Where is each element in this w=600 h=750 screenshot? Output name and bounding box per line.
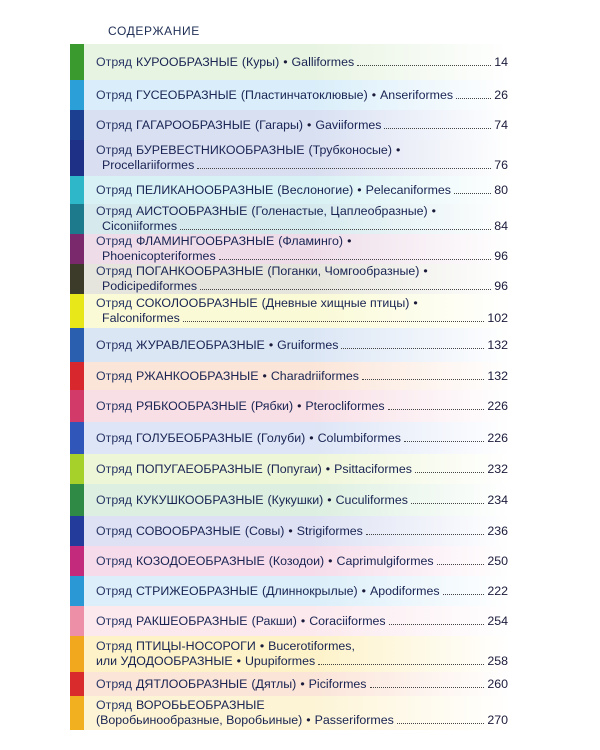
bullet: • bbox=[297, 398, 302, 413]
page-number: 234 bbox=[487, 492, 508, 507]
leader-dots bbox=[456, 98, 491, 99]
bullet: • bbox=[236, 654, 241, 668]
entry-line bbox=[96, 234, 508, 249]
leader-dots bbox=[366, 534, 484, 535]
entry-line bbox=[96, 654, 508, 669]
toc-entry[interactable] bbox=[70, 294, 510, 328]
otryad-label: Отряд bbox=[96, 54, 133, 69]
bullet: • bbox=[327, 492, 332, 507]
common-name: (Трубконосые) bbox=[308, 143, 392, 157]
entry-text bbox=[96, 576, 510, 606]
leader-dots bbox=[341, 348, 484, 349]
page-number: 226 bbox=[487, 430, 508, 445]
color-tab bbox=[70, 636, 84, 672]
order-name: ГОЛУБЕОБРАЗНЫЕ bbox=[136, 430, 253, 445]
latin-name: Columbiformes bbox=[317, 430, 401, 445]
toc-entry[interactable] bbox=[70, 516, 510, 546]
common-name: (Фламинго) bbox=[278, 234, 344, 248]
page-number: 80 bbox=[494, 182, 508, 197]
leader-dots bbox=[397, 723, 484, 724]
order-name: КОЗОДОЕОБРАЗНЫЕ bbox=[136, 553, 265, 568]
otryad-label: Отряд bbox=[96, 296, 133, 310]
spacer bbox=[84, 576, 96, 606]
entry-text bbox=[96, 484, 510, 516]
leader-dots bbox=[357, 65, 491, 66]
bullet: • bbox=[288, 523, 293, 538]
spacer bbox=[84, 140, 96, 176]
entry-text bbox=[96, 204, 510, 234]
otryad-label: Отряд bbox=[96, 523, 133, 538]
spacer bbox=[84, 390, 96, 422]
order-name: ВОРОБЬЕОБРАЗНЫЕ bbox=[136, 698, 265, 712]
page-number: 84 bbox=[494, 219, 508, 233]
toc-entry[interactable] bbox=[70, 328, 510, 362]
bullet: • bbox=[262, 368, 267, 383]
order-name: СТРИЖЕОБРАЗНЫЕ bbox=[136, 583, 258, 598]
bullet: • bbox=[357, 182, 362, 197]
order-name: ПОГАНКООБРАЗНЫЕ bbox=[136, 264, 264, 278]
entry-text bbox=[96, 234, 510, 264]
color-tab bbox=[70, 696, 84, 730]
latin-name: Passeriformes bbox=[314, 713, 394, 727]
leader-dots bbox=[197, 168, 491, 169]
toc-entry[interactable] bbox=[70, 484, 510, 516]
color-tab bbox=[70, 328, 84, 362]
latin-name: Charadriiformes bbox=[270, 368, 359, 383]
entry-line bbox=[96, 639, 508, 654]
entry-line bbox=[96, 264, 508, 279]
bullet: • bbox=[307, 117, 312, 132]
toc-entry[interactable] bbox=[70, 454, 510, 484]
spacer bbox=[84, 234, 96, 264]
page-number: 132 bbox=[487, 368, 508, 383]
toc-entry[interactable] bbox=[70, 110, 510, 140]
color-tab bbox=[70, 204, 84, 234]
entry-text bbox=[96, 672, 510, 696]
entry-text bbox=[96, 44, 510, 80]
bullet: • bbox=[325, 461, 331, 476]
leader-dots bbox=[415, 472, 484, 473]
color-tab bbox=[70, 390, 84, 422]
entry-text bbox=[96, 176, 510, 204]
leader-dots bbox=[454, 193, 491, 194]
entry-line bbox=[96, 713, 508, 728]
entry-line bbox=[96, 55, 508, 70]
common-name: (Поганки, Чомгообразные) bbox=[267, 264, 420, 278]
spacer bbox=[84, 606, 96, 636]
otryad-label: Отряд bbox=[96, 87, 133, 102]
latin-name: Cuculiformes bbox=[335, 492, 408, 507]
entry-line bbox=[96, 311, 508, 326]
toc-entry[interactable] bbox=[70, 390, 510, 422]
common-name: (Совы) bbox=[244, 523, 285, 538]
spacer bbox=[84, 516, 96, 546]
entry-line bbox=[96, 554, 508, 569]
bullet: • bbox=[300, 613, 306, 628]
page-number: 226 bbox=[487, 398, 508, 413]
entry-line bbox=[96, 462, 508, 477]
entry-line bbox=[96, 614, 508, 629]
order-name-alt: или УДОДООБРАЗНЫЕ bbox=[96, 654, 233, 668]
bullet: • bbox=[431, 204, 436, 218]
otryad-label: Отряд bbox=[96, 553, 133, 568]
otryad-label: Отряд bbox=[96, 461, 133, 476]
color-tab bbox=[70, 264, 84, 294]
spacer bbox=[84, 110, 96, 140]
latin-name: Apodiformes bbox=[369, 583, 440, 598]
toc-entry[interactable] bbox=[70, 576, 510, 606]
otryad-label: Отряд bbox=[96, 639, 133, 653]
color-tab bbox=[70, 362, 84, 390]
toc-entry[interactable] bbox=[70, 696, 510, 730]
spacer bbox=[84, 546, 96, 576]
latin-name: Bucerotiformes, bbox=[268, 639, 355, 653]
common-name: (Попугаи) bbox=[266, 461, 322, 476]
spacer bbox=[84, 696, 96, 730]
order-name: РЖАНКООБРАЗНЫЕ bbox=[136, 368, 259, 383]
page-number: 232 bbox=[487, 461, 508, 476]
latin-name: Procellariiformes bbox=[102, 158, 195, 172]
leader-dots bbox=[183, 321, 485, 322]
order-name: ПЕЛИКАНООБРАЗНЫЕ bbox=[136, 182, 274, 197]
order-name: ФЛАМИНГООБРАЗНЫЕ bbox=[136, 234, 275, 248]
entry-text bbox=[96, 294, 510, 328]
common-name: (Гагары) bbox=[254, 117, 304, 132]
leader-dots bbox=[370, 687, 485, 688]
entry-text bbox=[96, 546, 510, 576]
leader-dots bbox=[180, 229, 491, 230]
otryad-label: Отряд bbox=[96, 613, 133, 628]
otryad-label: Отряд bbox=[96, 676, 133, 691]
leader-dots bbox=[411, 503, 484, 504]
latin-name: Pelecaniformes bbox=[365, 182, 451, 197]
entry-line bbox=[96, 584, 508, 599]
entry-text bbox=[96, 140, 510, 176]
order-name: КУРООБРАЗНЫЕ bbox=[136, 54, 238, 69]
page-number: 96 bbox=[494, 279, 508, 293]
page-number: 14 bbox=[494, 54, 508, 69]
spacer bbox=[84, 672, 96, 696]
leader-dots bbox=[362, 379, 484, 380]
entry-text bbox=[96, 606, 510, 636]
toc-entry[interactable] bbox=[70, 422, 510, 454]
toc-entry[interactable] bbox=[70, 672, 510, 696]
latin-name: Gaviiformes bbox=[315, 117, 382, 132]
order-name: ГАГАРООБРАЗНЫЕ bbox=[136, 117, 251, 132]
latin-name: Ciconiiformes bbox=[102, 219, 178, 233]
spacer bbox=[84, 176, 96, 204]
order-name: РЯБКООБРАЗНЫЕ bbox=[136, 398, 247, 413]
entry-line bbox=[96, 493, 508, 508]
color-tab bbox=[70, 234, 84, 264]
entry-line bbox=[96, 158, 508, 173]
spacer bbox=[84, 454, 96, 484]
bullet: • bbox=[328, 553, 333, 568]
otryad-label: Отряд bbox=[96, 430, 133, 445]
entry-line bbox=[96, 698, 508, 713]
toc-entry[interactable] bbox=[70, 264, 510, 294]
leader-dots bbox=[388, 409, 485, 410]
page-number: 270 bbox=[487, 713, 508, 727]
leader-dots bbox=[219, 259, 492, 260]
common-name: (Куры) bbox=[241, 54, 280, 69]
entry-text bbox=[96, 264, 510, 294]
entry-text bbox=[96, 696, 510, 730]
entry-line bbox=[96, 369, 508, 384]
bullet: • bbox=[306, 713, 311, 727]
spacer bbox=[84, 484, 96, 516]
order-name: АИСТООБРАЗНЫЕ bbox=[136, 204, 248, 218]
leader-dots bbox=[437, 564, 485, 565]
latin-name: Falconiformes bbox=[102, 311, 180, 325]
spacer bbox=[84, 204, 96, 234]
spacer bbox=[84, 80, 96, 110]
otryad-label: Отряд bbox=[96, 368, 133, 383]
otryad-label: Отряд bbox=[96, 492, 133, 507]
page-number: 254 bbox=[487, 613, 508, 628]
bullet: • bbox=[347, 234, 352, 248]
toc-entry[interactable] bbox=[70, 140, 510, 176]
spacer bbox=[84, 422, 96, 454]
toc-entry[interactable] bbox=[70, 204, 510, 234]
entry-line bbox=[96, 279, 508, 294]
entry-line bbox=[96, 183, 508, 198]
entry-line bbox=[96, 524, 508, 539]
common-name: (Дятлы) bbox=[251, 676, 297, 691]
order-name: БУРЕВЕСТНИКООБРАЗНЫЕ bbox=[136, 143, 305, 157]
toc-entry[interactable] bbox=[70, 176, 510, 204]
latin-name: Podicipediformes bbox=[102, 279, 198, 293]
entry-text bbox=[96, 80, 510, 110]
entry-line bbox=[96, 399, 508, 414]
bullet: • bbox=[395, 143, 401, 157]
entry-line bbox=[96, 677, 508, 692]
spacer bbox=[84, 362, 96, 390]
toc-entry[interactable] bbox=[70, 546, 510, 576]
latin-name-alt: Upupiformes bbox=[244, 654, 316, 668]
common-name: (Воробьинообразные, Воробьиные) bbox=[96, 713, 303, 727]
entry-text bbox=[96, 636, 510, 672]
page-number: 26 bbox=[494, 87, 508, 102]
bullet: • bbox=[283, 54, 288, 69]
entry-line bbox=[96, 143, 508, 158]
latin-name: Caprimulgiformes bbox=[336, 553, 434, 568]
spacer bbox=[84, 264, 96, 294]
leader-dots bbox=[389, 624, 485, 625]
color-tab bbox=[70, 422, 84, 454]
entry-line bbox=[96, 118, 508, 133]
latin-name: Anseriformes bbox=[380, 87, 454, 102]
otryad-label: Отряд bbox=[96, 337, 133, 352]
bullet: • bbox=[413, 296, 418, 310]
order-name: ДЯТЛООБРАЗНЫЕ bbox=[136, 676, 248, 691]
bullet: • bbox=[371, 87, 377, 102]
latin-name: Piciformes bbox=[308, 676, 367, 691]
page-number: 102 bbox=[487, 311, 508, 325]
color-tab bbox=[70, 294, 84, 328]
otryad-label: Отряд bbox=[96, 234, 133, 248]
page-number: 132 bbox=[487, 337, 508, 352]
entry-text bbox=[96, 422, 510, 454]
order-name: ПОПУГАЕОБРАЗНЫЕ bbox=[136, 461, 263, 476]
leader-dots bbox=[404, 441, 484, 442]
color-tab bbox=[70, 140, 84, 176]
leader-dots bbox=[200, 289, 491, 290]
common-name: (Ракши) bbox=[251, 613, 297, 628]
otryad-label: Отряд bbox=[96, 143, 133, 157]
entry-text bbox=[96, 516, 510, 546]
latin-name: Galliformes bbox=[291, 54, 355, 69]
bullet: • bbox=[259, 639, 265, 653]
common-name: (Веслоногие) bbox=[277, 182, 354, 197]
page-number: 76 bbox=[494, 158, 508, 172]
common-name: (Пластинчатоклювые) bbox=[240, 87, 368, 102]
page-number: 236 bbox=[487, 523, 508, 538]
otryad-label: Отряд bbox=[96, 398, 133, 413]
color-tab bbox=[70, 44, 84, 80]
page-number: 260 bbox=[487, 676, 508, 691]
order-name: СОВООБРАЗНЫЕ bbox=[136, 523, 241, 538]
color-tab bbox=[70, 606, 84, 636]
entry-line bbox=[96, 296, 508, 311]
bullet: • bbox=[423, 264, 428, 278]
page-number: 250 bbox=[487, 553, 508, 568]
toc-entry[interactable] bbox=[70, 234, 510, 264]
leader-dots bbox=[443, 594, 485, 595]
page-number: 222 bbox=[487, 583, 508, 598]
entry-line bbox=[96, 338, 508, 353]
entry-text bbox=[96, 390, 510, 422]
common-name: (Рябки) bbox=[250, 398, 294, 413]
page-number: 96 bbox=[494, 249, 508, 263]
color-tab bbox=[70, 80, 84, 110]
common-name: (Козодои) bbox=[268, 553, 325, 568]
common-name: (Голуби) bbox=[256, 430, 306, 445]
latin-name: Pterocliformes bbox=[305, 398, 385, 413]
bullet: • bbox=[268, 337, 274, 352]
otryad-label: Отряд bbox=[96, 182, 133, 197]
page-number: 74 bbox=[494, 117, 508, 132]
entry-text bbox=[96, 110, 510, 140]
order-name: СОКОЛООБРАЗНЫЕ bbox=[136, 296, 258, 310]
contents-heading: СОДЕРЖАНИЕ bbox=[108, 24, 200, 38]
color-tab bbox=[70, 546, 84, 576]
latin-name: Strigiformes bbox=[296, 523, 363, 538]
common-name: (Кукушки) bbox=[267, 492, 324, 507]
toc-entry[interactable] bbox=[70, 80, 510, 110]
color-tab bbox=[70, 484, 84, 516]
common-name: (Длиннокрылые) bbox=[262, 583, 358, 598]
entry-line bbox=[96, 249, 508, 264]
latin-name: Coraciiformes bbox=[309, 613, 386, 628]
color-tab bbox=[70, 176, 84, 204]
latin-name: Psittaciformes bbox=[334, 461, 412, 476]
color-tab bbox=[70, 516, 84, 546]
spacer bbox=[84, 294, 96, 328]
entry-text bbox=[96, 454, 510, 484]
otryad-label: Отряд bbox=[96, 117, 133, 132]
otryad-label: Отряд bbox=[96, 583, 133, 598]
spacer bbox=[84, 636, 96, 672]
page-number: 258 bbox=[487, 654, 508, 668]
latin-name: Gruiformes bbox=[277, 337, 339, 352]
entry-line bbox=[96, 219, 508, 234]
entry-line bbox=[96, 204, 508, 219]
order-name: ГУСЕОБРАЗНЫЕ bbox=[136, 87, 237, 102]
latin-name: Phoenicopteriformes bbox=[102, 249, 216, 263]
toc-entry[interactable] bbox=[70, 362, 510, 390]
order-name: КУКУШКООБРАЗНЫЕ bbox=[136, 492, 264, 507]
toc-entry[interactable] bbox=[70, 44, 510, 80]
otryad-label: Отряд bbox=[96, 698, 133, 712]
toc-entry[interactable] bbox=[70, 636, 510, 672]
leader-dots bbox=[384, 128, 491, 129]
color-tab bbox=[70, 110, 84, 140]
bullet: • bbox=[309, 430, 314, 445]
entry-line bbox=[96, 88, 508, 103]
order-name: РАКШЕОБРАЗНЫЕ bbox=[136, 613, 248, 628]
leader-dots bbox=[318, 664, 484, 665]
bullet: • bbox=[300, 676, 305, 691]
spacer bbox=[84, 44, 96, 80]
common-name: (Дневные хищные птицы) bbox=[261, 296, 410, 310]
entry-text bbox=[96, 328, 510, 362]
order-name: ЖУРАВЛЕОБРАЗНЫЕ bbox=[136, 337, 265, 352]
spacer bbox=[84, 328, 96, 362]
toc-entry[interactable] bbox=[70, 606, 510, 636]
bullet: • bbox=[361, 583, 366, 598]
color-tab bbox=[70, 454, 84, 484]
otryad-label: Отряд bbox=[96, 204, 133, 218]
entry-text bbox=[96, 362, 510, 390]
order-name: ПТИЦЫ-НОСОРОГИ bbox=[136, 639, 256, 653]
entry-line bbox=[96, 431, 508, 446]
common-name: (Голенастые, Цаплеобразные) bbox=[251, 204, 428, 218]
color-tab bbox=[70, 576, 84, 606]
otryad-label: Отряд bbox=[96, 264, 133, 278]
color-tab bbox=[70, 672, 84, 696]
